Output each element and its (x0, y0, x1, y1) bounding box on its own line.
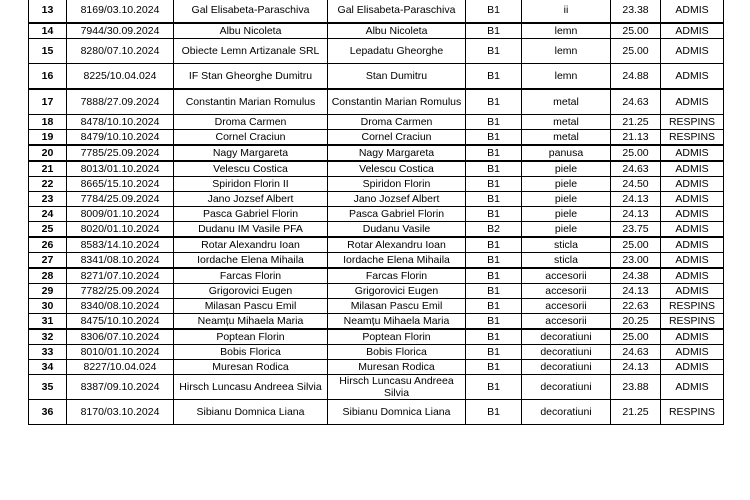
registration-cell: 8020/01.10.2024 (67, 222, 174, 238)
domain-cell: piele (522, 192, 611, 207)
score-cell: 24.13 (611, 207, 661, 222)
class-cell: B1 (466, 375, 522, 400)
table-row (29, 329, 724, 345)
table-row (29, 130, 724, 146)
result-cell: ADMIS (661, 237, 724, 253)
result-cell: ADMIS (661, 161, 724, 177)
table-row (29, 64, 724, 90)
row-number-cell: 22 (29, 177, 67, 192)
domain-cell: accesorii (522, 284, 611, 299)
row-number-cell: 27 (29, 253, 67, 269)
class-cell: B1 (466, 115, 522, 130)
result-cell: ADMIS (661, 89, 724, 115)
applicant-name-cell: Droma Carmen (174, 115, 328, 130)
table-row (29, 192, 724, 207)
domain-cell: metal (522, 115, 611, 130)
domain-cell: accesorii (522, 268, 611, 284)
registration-cell: 8478/10.10.2024 (67, 115, 174, 130)
class-cell: B1 (466, 237, 522, 253)
producer-name-cell: Milasan Pascu Emil (328, 299, 466, 314)
applicant-name-cell: Albu Nicoleta (174, 23, 328, 39)
table-row (29, 268, 724, 284)
applicant-name-cell: Pasca Gabriel Florin (174, 207, 328, 222)
class-cell: B1 (466, 177, 522, 192)
producer-name-cell: Jano Jozsef Albert (328, 192, 466, 207)
table-row (29, 284, 724, 299)
applicant-name-cell: Velescu Costica (174, 161, 328, 177)
score-cell: 24.63 (611, 161, 661, 177)
table-row (29, 39, 724, 64)
class-cell: B1 (466, 23, 522, 39)
domain-cell: metal (522, 89, 611, 115)
producer-name-cell: Gal Elisabeta-Paraschiva (328, 0, 466, 23)
registration-cell: 8010/01.10.2024 (67, 345, 174, 360)
result-cell: ADMIS (661, 284, 724, 299)
row-number-cell: 16 (29, 64, 67, 90)
table-row (29, 177, 724, 192)
registration-cell: 7782/25.09.2024 (67, 284, 174, 299)
applicant-name-cell: Dudanu IM Vasile PFA (174, 222, 328, 238)
score-cell: 25.00 (611, 329, 661, 345)
registration-cell: 8169/03.10.2024 (67, 0, 174, 23)
registration-cell: 8583/14.10.2024 (67, 237, 174, 253)
result-cell: ADMIS (661, 207, 724, 222)
domain-cell: accesorii (522, 314, 611, 330)
result-cell: ADMIS (661, 345, 724, 360)
row-number-cell: 29 (29, 284, 67, 299)
applicant-name-cell: Gal Elisabeta-Paraschiva (174, 0, 328, 23)
row-number-cell: 17 (29, 89, 67, 115)
row-number-cell: 36 (29, 400, 67, 425)
applicant-name-cell: Nagy Margareta (174, 145, 328, 161)
table-row (29, 145, 724, 161)
registration-cell: 8306/07.10.2024 (67, 329, 174, 345)
result-cell: ADMIS (661, 192, 724, 207)
row-number-cell: 30 (29, 299, 67, 314)
result-cell: ADMIS (661, 329, 724, 345)
row-number-cell: 26 (29, 237, 67, 253)
table-row (29, 314, 724, 330)
row-number-cell: 23 (29, 192, 67, 207)
applicant-name-cell: IF Stan Gheorghe Dumitru (174, 64, 328, 90)
result-cell: RESPINS (661, 400, 724, 425)
results-table (28, 0, 724, 425)
table-row (29, 0, 724, 23)
domain-cell: decoratiuni (522, 329, 611, 345)
applicant-name-cell: Bobis Florica (174, 345, 328, 360)
class-cell: B1 (466, 253, 522, 269)
row-number-cell: 31 (29, 314, 67, 330)
applicant-name-cell: Obiecte Lemn Artizanale SRL (174, 39, 328, 64)
row-number-cell: 24 (29, 207, 67, 222)
producer-name-cell: Constantin Marian Romulus (328, 89, 466, 115)
producer-name-cell: Nagy Margareta (328, 145, 466, 161)
domain-cell: panusa (522, 145, 611, 161)
class-cell: B1 (466, 89, 522, 115)
applicant-name-cell: Poptean Florin (174, 329, 328, 345)
registration-cell: 8170/03.10.2024 (67, 400, 174, 425)
registration-cell: 7784/25.09.2024 (67, 192, 174, 207)
producer-name-cell: Iordache Elena Mihaila (328, 253, 466, 269)
result-cell: RESPINS (661, 115, 724, 130)
row-number-cell: 14 (29, 23, 67, 39)
registration-cell: 8009/01.10.2024 (67, 207, 174, 222)
producer-name-cell: Rotar Alexandru Ioan (328, 237, 466, 253)
table-row (29, 375, 724, 400)
class-cell: B1 (466, 268, 522, 284)
registration-cell: 8227/10.04.024 (67, 360, 174, 375)
result-cell: RESPINS (661, 314, 724, 330)
registration-cell: 8475/10.10.2024 (67, 314, 174, 330)
score-cell: 24.13 (611, 192, 661, 207)
registration-cell: 7888/27.09.2024 (67, 89, 174, 115)
result-cell: ADMIS (661, 0, 724, 23)
class-cell: B1 (466, 64, 522, 90)
domain-cell: ii (522, 0, 611, 23)
row-number-cell: 20 (29, 145, 67, 161)
score-cell: 24.13 (611, 360, 661, 375)
table-row (29, 222, 724, 238)
table-row (29, 237, 724, 253)
producer-name-cell: Stan Dumitru (328, 64, 466, 90)
row-number-cell: 34 (29, 360, 67, 375)
score-cell: 25.00 (611, 23, 661, 39)
row-number-cell: 21 (29, 161, 67, 177)
registration-cell: 8280/07.10.2024 (67, 39, 174, 64)
domain-cell: piele (522, 177, 611, 192)
class-cell: B1 (466, 130, 522, 146)
result-cell: ADMIS (661, 375, 724, 400)
producer-name-cell: Cornel Craciun (328, 130, 466, 146)
registration-cell: 7785/25.09.2024 (67, 145, 174, 161)
row-number-cell: 13 (29, 0, 67, 23)
score-cell: 23.75 (611, 222, 661, 238)
producer-name-cell: Pasca Gabriel Florin (328, 207, 466, 222)
domain-cell: sticla (522, 237, 611, 253)
class-cell: B1 (466, 0, 522, 23)
domain-cell: piele (522, 207, 611, 222)
score-cell: 22.63 (611, 299, 661, 314)
score-cell: 24.38 (611, 268, 661, 284)
score-cell: 23.00 (611, 253, 661, 269)
score-cell: 21.25 (611, 115, 661, 130)
result-cell: ADMIS (661, 268, 724, 284)
applicant-name-cell: Milasan Pascu Emil (174, 299, 328, 314)
producer-name-cell: Muresan Rodica (328, 360, 466, 375)
domain-cell: sticla (522, 253, 611, 269)
table-row (29, 115, 724, 130)
registration-cell: 8341/08.10.2024 (67, 253, 174, 269)
result-cell: ADMIS (661, 39, 724, 64)
domain-cell: decoratiuni (522, 345, 611, 360)
score-cell: 25.00 (611, 39, 661, 64)
applicant-name-cell: Rotar Alexandru Ioan (174, 237, 328, 253)
producer-name-cell: Spiridon Florin (328, 177, 466, 192)
result-cell: ADMIS (661, 23, 724, 39)
row-number-cell: 33 (29, 345, 67, 360)
table-row (29, 360, 724, 375)
result-cell: RESPINS (661, 299, 724, 314)
result-cell: ADMIS (661, 360, 724, 375)
producer-name-cell: Albu Nicoleta (328, 23, 466, 39)
applicant-name-cell: Muresan Rodica (174, 360, 328, 375)
class-cell: B1 (466, 192, 522, 207)
result-cell: RESPINS (661, 130, 724, 146)
class-cell: B1 (466, 360, 522, 375)
registration-cell: 8665/15.10.2024 (67, 177, 174, 192)
producer-name-cell: Lepadatu Gheorghe (328, 39, 466, 64)
score-cell: 20.25 (611, 314, 661, 330)
producer-name-cell: Dudanu Vasile (328, 222, 466, 238)
table-row (29, 345, 724, 360)
producer-name-cell: Hirsch Luncasu Andreea Silvia (328, 375, 466, 400)
applicant-name-cell: Hirsch Luncasu Andreea Silvia (174, 375, 328, 400)
domain-cell: accesorii (522, 299, 611, 314)
score-cell: 24.63 (611, 345, 661, 360)
domain-cell: piele (522, 222, 611, 238)
row-number-cell: 15 (29, 39, 67, 64)
table-row (29, 207, 724, 222)
domain-cell: lemn (522, 39, 611, 64)
producer-name-cell: Neamțu Mihaela Maria (328, 314, 466, 330)
registration-cell: 8225/10.04.024 (67, 64, 174, 90)
applicant-name-cell: Farcas Florin (174, 268, 328, 284)
domain-cell: decoratiuni (522, 400, 611, 425)
applicant-name-cell: Grigorovici Eugen (174, 284, 328, 299)
producer-name-cell: Droma Carmen (328, 115, 466, 130)
producer-name-cell: Sibianu Domnica Liana (328, 400, 466, 425)
result-cell: ADMIS (661, 253, 724, 269)
applicant-name-cell: Iordache Elena Mihaila (174, 253, 328, 269)
class-cell: B1 (466, 400, 522, 425)
registration-cell: 8013/01.10.2024 (67, 161, 174, 177)
domain-cell: lemn (522, 23, 611, 39)
row-number-cell: 25 (29, 222, 67, 238)
class-cell: B1 (466, 207, 522, 222)
score-cell: 25.00 (611, 145, 661, 161)
score-cell: 24.50 (611, 177, 661, 192)
table-row (29, 89, 724, 115)
domain-cell: decoratiuni (522, 375, 611, 400)
registration-cell: 8479/10.10.2024 (67, 130, 174, 146)
class-cell: B1 (466, 284, 522, 299)
applicant-name-cell: Cornel Craciun (174, 130, 328, 146)
applicant-name-cell: Constantin Marian Romulus (174, 89, 328, 115)
producer-name-cell: Grigorovici Eugen (328, 284, 466, 299)
class-cell: B1 (466, 299, 522, 314)
class-cell: B1 (466, 145, 522, 161)
registration-cell: 8271/07.10.2024 (67, 268, 174, 284)
score-cell: 24.88 (611, 64, 661, 90)
table-row (29, 23, 724, 39)
score-cell: 24.13 (611, 284, 661, 299)
class-cell: B1 (466, 345, 522, 360)
registration-cell: 8387/09.10.2024 (67, 375, 174, 400)
result-cell: ADMIS (661, 64, 724, 90)
table-row (29, 299, 724, 314)
applicant-name-cell: Spiridon Florin II (174, 177, 328, 192)
producer-name-cell: Bobis Florica (328, 345, 466, 360)
domain-cell: metal (522, 130, 611, 146)
score-cell: 21.25 (611, 400, 661, 425)
domain-cell: piele (522, 161, 611, 177)
domain-cell: lemn (522, 64, 611, 90)
class-cell: B2 (466, 222, 522, 238)
class-cell: B1 (466, 39, 522, 64)
producer-name-cell: Velescu Costica (328, 161, 466, 177)
score-cell: 23.88 (611, 375, 661, 400)
score-cell: 24.63 (611, 89, 661, 115)
producer-name-cell: Poptean Florin (328, 329, 466, 345)
table-body (29, 0, 724, 425)
table-row (29, 253, 724, 269)
class-cell: B1 (466, 314, 522, 330)
registration-cell: 7944/30.09.2024 (67, 23, 174, 39)
row-number-cell: 28 (29, 268, 67, 284)
table-row (29, 400, 724, 425)
class-cell: B1 (466, 329, 522, 345)
score-cell: 23.38 (611, 0, 661, 23)
row-number-cell: 19 (29, 130, 67, 146)
registration-cell: 8340/08.10.2024 (67, 299, 174, 314)
applicant-name-cell: Sibianu Domnica Liana (174, 400, 328, 425)
producer-name-cell: Farcas Florin (328, 268, 466, 284)
score-cell: 21.13 (611, 130, 661, 146)
class-cell: B1 (466, 161, 522, 177)
domain-cell: decoratiuni (522, 360, 611, 375)
applicant-name-cell: Neamțu Mihaela Maria (174, 314, 328, 330)
row-number-cell: 32 (29, 329, 67, 345)
result-cell: ADMIS (661, 222, 724, 238)
result-cell: ADMIS (661, 145, 724, 161)
result-cell: ADMIS (661, 177, 724, 192)
row-number-cell: 18 (29, 115, 67, 130)
applicant-name-cell: Jano Jozsef Albert (174, 192, 328, 207)
row-number-cell: 35 (29, 375, 67, 400)
score-cell: 25.00 (611, 237, 661, 253)
table-row (29, 161, 724, 177)
